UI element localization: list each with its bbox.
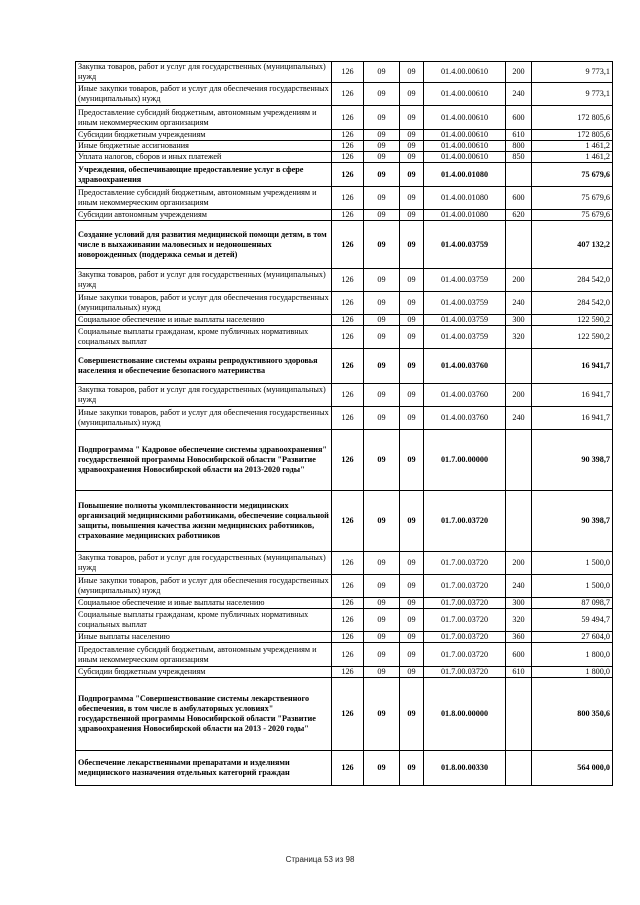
row-cs: 09	[400, 152, 424, 163]
row-rz: 126	[332, 62, 364, 83]
row-rz: 126	[332, 598, 364, 609]
row-pr: 09	[364, 384, 400, 407]
row-cs: 09	[400, 292, 424, 315]
page-footer: Страница 53 из 98	[285, 855, 355, 864]
row-pr: 09	[364, 430, 400, 491]
row-rz: 126	[332, 349, 364, 384]
row-rz: 126	[332, 552, 364, 575]
row-csr: 01.4.00.00610	[424, 106, 506, 130]
row-rz: 126	[332, 407, 364, 430]
table-row	[76, 430, 613, 491]
row-csr: 01.4.00.03759	[424, 326, 506, 349]
row-csr: 01.4.00.03760	[424, 384, 506, 407]
row-sum: 16 941,7	[532, 384, 613, 407]
row-name: Подпрограмма " Кадровое обеспечение системы здравоохранения" государственной программы Новосибирской области "Развитие здравоохранения Новосибирской области на 2013-2020 годы"	[76, 430, 332, 491]
table-row	[76, 491, 613, 552]
row-rz: 126	[332, 130, 364, 141]
table-row	[76, 384, 613, 407]
row-sum: 27 604,0	[532, 632, 613, 643]
row-cs: 09	[400, 83, 424, 106]
row-pr: 09	[364, 598, 400, 609]
table-row	[76, 643, 613, 667]
row-csr: 01.4.00.00610	[424, 62, 506, 83]
row-sum: 75 679,6	[532, 163, 613, 187]
row-name: Повышение полноты укомплектованности медицинских организаций медицинскими работниками, обеспечение социальной защиты, повышения качества жизни медицинских работников, страхование медицинских работников	[76, 491, 332, 552]
row-pr: 09	[364, 292, 400, 315]
row-csr: 01.4.00.03759	[424, 292, 506, 315]
row-sum: 90 398,7	[532, 491, 613, 552]
row-rz: 126	[332, 632, 364, 643]
row-rz: 126	[332, 83, 364, 106]
row-pr: 09	[364, 62, 400, 83]
row-cs: 09	[400, 221, 424, 269]
row-vr	[506, 430, 532, 491]
table-row	[76, 221, 613, 269]
table-row	[76, 609, 613, 632]
row-pr: 09	[364, 552, 400, 575]
row-cs: 09	[400, 751, 424, 786]
row-pr: 09	[364, 349, 400, 384]
row-vr: 320	[506, 609, 532, 632]
row-pr: 09	[364, 575, 400, 598]
row-sum: 800 350,6	[532, 678, 613, 751]
row-name: Иные бюджетные ассигнования	[76, 141, 332, 152]
table-row	[76, 349, 613, 384]
row-csr: 01.4.00.03759	[424, 269, 506, 292]
row-name: Совершенствование системы охраны репродуктивного здоровья населения и обеспечение безопасного материнства	[76, 349, 332, 384]
row-csr: 01.4.00.01080	[424, 187, 506, 210]
row-csr: 01.7.00.03720	[424, 667, 506, 678]
row-csr: 01.4.00.03759	[424, 221, 506, 269]
row-cs: 09	[400, 315, 424, 326]
row-sum: 9 773,1	[532, 83, 613, 106]
row-csr: 01.8.00.00000	[424, 678, 506, 751]
row-vr: 200	[506, 62, 532, 83]
row-pr: 09	[364, 751, 400, 786]
row-cs: 09	[400, 678, 424, 751]
row-vr: 610	[506, 667, 532, 678]
row-csr: 01.7.00.03720	[424, 598, 506, 609]
row-pr: 09	[364, 152, 400, 163]
table-row	[76, 106, 613, 130]
row-pr: 09	[364, 632, 400, 643]
row-cs: 09	[400, 552, 424, 575]
row-name: Иные выплаты населению	[76, 632, 332, 643]
row-rz: 126	[332, 187, 364, 210]
row-vr: 300	[506, 315, 532, 326]
row-vr: 240	[506, 407, 532, 430]
table-row	[76, 751, 613, 786]
row-csr: 01.4.00.00610	[424, 152, 506, 163]
row-rz: 126	[332, 163, 364, 187]
row-cs: 09	[400, 62, 424, 83]
row-name: Закупка товаров, работ и услуг для государственных (муниципальных) нужд	[76, 384, 332, 407]
row-name: Предоставление субсидий бюджетным, автономным учреждениям и иным некоммерческим организациям	[76, 106, 332, 130]
row-name: Социальные выплаты гражданам, кроме публичных нормативных социальных выплат	[76, 326, 332, 349]
row-cs: 09	[400, 130, 424, 141]
row-sum: 1 500,0	[532, 552, 613, 575]
row-csr: 01.7.00.03720	[424, 609, 506, 632]
table-row	[76, 152, 613, 163]
row-rz: 126	[332, 643, 364, 667]
row-name: Социальные выплаты гражданам, кроме публичных нормативных социальных выплат	[76, 609, 332, 632]
row-sum: 1 800,0	[532, 643, 613, 667]
row-name: Подпрограмма "Совершенствование системы лекарственного обеспечения, в том числе в амбулаторных условиях" государственной программы Новосибирской области "Развитие здравоохранения Новосибирской области на 2013 - 2020 годы"	[76, 678, 332, 751]
table-row	[76, 678, 613, 751]
row-vr: 600	[506, 106, 532, 130]
row-sum: 1 461,2	[532, 141, 613, 152]
row-cs: 09	[400, 210, 424, 221]
table-row	[76, 83, 613, 106]
row-vr	[506, 163, 532, 187]
row-cs: 09	[400, 575, 424, 598]
row-csr: 01.7.00.03720	[424, 643, 506, 667]
table-row	[76, 130, 613, 141]
row-sum: 16 941,7	[532, 407, 613, 430]
row-vr: 800	[506, 141, 532, 152]
row-name: Иные закупки товаров, работ и услуг для обеспечения государственных (муниципальных) нужд	[76, 407, 332, 430]
row-pr: 09	[364, 678, 400, 751]
row-vr: 600	[506, 643, 532, 667]
table-row	[76, 269, 613, 292]
table-row	[76, 407, 613, 430]
row-cs: 09	[400, 643, 424, 667]
row-pr: 09	[364, 141, 400, 152]
row-pr: 09	[364, 106, 400, 130]
row-vr: 240	[506, 83, 532, 106]
row-name: Субсидии бюджетным учреждениям	[76, 130, 332, 141]
row-vr	[506, 751, 532, 786]
row-name: Иные закупки товаров, работ и услуг для обеспечения государственных (муниципальных) нужд	[76, 83, 332, 106]
row-vr: 300	[506, 598, 532, 609]
row-vr: 610	[506, 130, 532, 141]
row-name: Социальное обеспечение и иные выплаты населению	[76, 315, 332, 326]
row-csr: 01.7.00.00000	[424, 430, 506, 491]
row-csr: 01.4.00.01080	[424, 163, 506, 187]
row-sum: 1 461,2	[532, 152, 613, 163]
row-sum: 87 098,7	[532, 598, 613, 609]
row-rz: 126	[332, 678, 364, 751]
row-csr: 01.4.00.03760	[424, 407, 506, 430]
row-cs: 09	[400, 632, 424, 643]
row-cs: 09	[400, 609, 424, 632]
table-row	[76, 292, 613, 315]
row-vr: 200	[506, 269, 532, 292]
row-csr: 01.4.00.03760	[424, 349, 506, 384]
row-sum: 90 398,7	[532, 430, 613, 491]
row-pr: 09	[364, 315, 400, 326]
row-name: Обеспечение лекарственными препаратами и изделиями медицинского назначения отдельных категорий граждан	[76, 751, 332, 786]
row-pr: 09	[364, 269, 400, 292]
table-row	[76, 552, 613, 575]
row-pr: 09	[364, 491, 400, 552]
row-csr: 01.8.00.00330	[424, 751, 506, 786]
row-vr: 620	[506, 210, 532, 221]
row-vr	[506, 221, 532, 269]
row-pr: 09	[364, 667, 400, 678]
row-name: Предоставление субсидий бюджетным, автономным учреждениям и иным некоммерческим организациям	[76, 643, 332, 667]
row-rz: 126	[332, 384, 364, 407]
row-sum: 9 773,1	[532, 62, 613, 83]
row-pr: 09	[364, 83, 400, 106]
table-row	[76, 326, 613, 349]
row-csr: 01.4.00.00610	[424, 141, 506, 152]
row-cs: 09	[400, 141, 424, 152]
row-name: Учреждения, обеспечивающие предоставление услуг в сфере здравоохранения	[76, 163, 332, 187]
row-sum: 1 800,0	[532, 667, 613, 678]
row-pr: 09	[364, 163, 400, 187]
row-csr: 01.4.00.01080	[424, 210, 506, 221]
row-sum: 122 590,2	[532, 315, 613, 326]
row-sum: 75 679,6	[532, 210, 613, 221]
row-cs: 09	[400, 667, 424, 678]
row-pr: 09	[364, 130, 400, 141]
row-rz: 126	[332, 430, 364, 491]
row-name: Закупка товаров, работ и услуг для государственных (муниципальных) нужд	[76, 552, 332, 575]
row-name: Уплата налогов, сборов и иных платежей	[76, 152, 332, 163]
row-cs: 09	[400, 430, 424, 491]
row-rz: 126	[332, 667, 364, 678]
row-name: Закупка товаров, работ и услуг для государственных (муниципальных) нужд	[76, 269, 332, 292]
row-vr: 850	[506, 152, 532, 163]
row-cs: 09	[400, 187, 424, 210]
row-cs: 09	[400, 349, 424, 384]
row-sum: 284 542,0	[532, 269, 613, 292]
row-rz: 126	[332, 292, 364, 315]
row-pr: 09	[364, 210, 400, 221]
row-name: Социальное обеспечение и иные выплаты населению	[76, 598, 332, 609]
row-vr	[506, 349, 532, 384]
row-rz: 126	[332, 326, 364, 349]
row-vr: 320	[506, 326, 532, 349]
row-rz: 126	[332, 106, 364, 130]
row-sum: 564 000,0	[532, 751, 613, 786]
row-vr: 360	[506, 632, 532, 643]
row-cs: 09	[400, 491, 424, 552]
row-name: Субсидии бюджетным учреждениям	[76, 667, 332, 678]
row-vr: 600	[506, 187, 532, 210]
table-row	[76, 598, 613, 609]
row-pr: 09	[364, 407, 400, 430]
table-row	[76, 575, 613, 598]
row-sum: 1 500,0	[532, 575, 613, 598]
row-name: Иные закупки товаров, работ и услуг для обеспечения государственных (муниципальных) нужд	[76, 575, 332, 598]
budget-table	[75, 61, 613, 786]
row-csr: 01.7.00.03720	[424, 575, 506, 598]
row-rz: 126	[332, 152, 364, 163]
row-csr: 01.7.00.03720	[424, 491, 506, 552]
table-row	[76, 210, 613, 221]
row-rz: 126	[332, 269, 364, 292]
table-row	[76, 187, 613, 210]
row-csr: 01.4.00.00610	[424, 83, 506, 106]
table-row	[76, 163, 613, 187]
row-pr: 09	[364, 187, 400, 210]
row-cs: 09	[400, 384, 424, 407]
row-rz: 126	[332, 751, 364, 786]
row-csr: 01.4.00.03759	[424, 315, 506, 326]
row-cs: 09	[400, 407, 424, 430]
row-cs: 09	[400, 598, 424, 609]
row-sum: 59 494,7	[532, 609, 613, 632]
row-rz: 126	[332, 575, 364, 598]
row-sum: 122 590,2	[532, 326, 613, 349]
row-pr: 09	[364, 221, 400, 269]
row-rz: 126	[332, 141, 364, 152]
row-vr	[506, 491, 532, 552]
row-rz: 126	[332, 315, 364, 326]
row-rz: 126	[332, 491, 364, 552]
row-name: Предоставление субсидий бюджетным, автономным учреждениям и иным некоммерческим организациям	[76, 187, 332, 210]
row-rz: 126	[332, 221, 364, 269]
table-row	[76, 62, 613, 83]
row-cs: 09	[400, 326, 424, 349]
row-rz: 126	[332, 609, 364, 632]
row-vr	[506, 678, 532, 751]
row-name: Субсидии автономным учреждениям	[76, 210, 332, 221]
row-pr: 09	[364, 326, 400, 349]
row-csr: 01.4.00.00610	[424, 130, 506, 141]
row-vr: 200	[506, 552, 532, 575]
row-sum: 75 679,6	[532, 187, 613, 210]
row-name: Создание условий для развития медицинской помощи детям, в том числе в выхаживании маловесных и недоношенных новорожденных (поддержка семьи и детей)	[76, 221, 332, 269]
row-pr: 09	[364, 643, 400, 667]
row-sum: 172 805,6	[532, 106, 613, 130]
row-vr: 240	[506, 575, 532, 598]
row-name: Иные закупки товаров, работ и услуг для обеспечения государственных (муниципальных) нужд	[76, 292, 332, 315]
budget-table-body	[76, 62, 613, 786]
row-vr: 240	[506, 292, 532, 315]
row-cs: 09	[400, 269, 424, 292]
table-row	[76, 315, 613, 326]
row-csr: 01.7.00.03720	[424, 632, 506, 643]
row-sum: 284 542,0	[532, 292, 613, 315]
row-name: Закупка товаров, работ и услуг для государственных (муниципальных) нужд	[76, 62, 332, 83]
row-sum: 407 132,2	[532, 221, 613, 269]
row-csr: 01.7.00.03720	[424, 552, 506, 575]
row-cs: 09	[400, 163, 424, 187]
table-row	[76, 632, 613, 643]
table-row	[76, 141, 613, 152]
row-sum: 172 805,6	[532, 130, 613, 141]
row-sum: 16 941,7	[532, 349, 613, 384]
row-pr: 09	[364, 609, 400, 632]
row-vr: 200	[506, 384, 532, 407]
table-row	[76, 667, 613, 678]
row-cs: 09	[400, 106, 424, 130]
row-rz: 126	[332, 210, 364, 221]
